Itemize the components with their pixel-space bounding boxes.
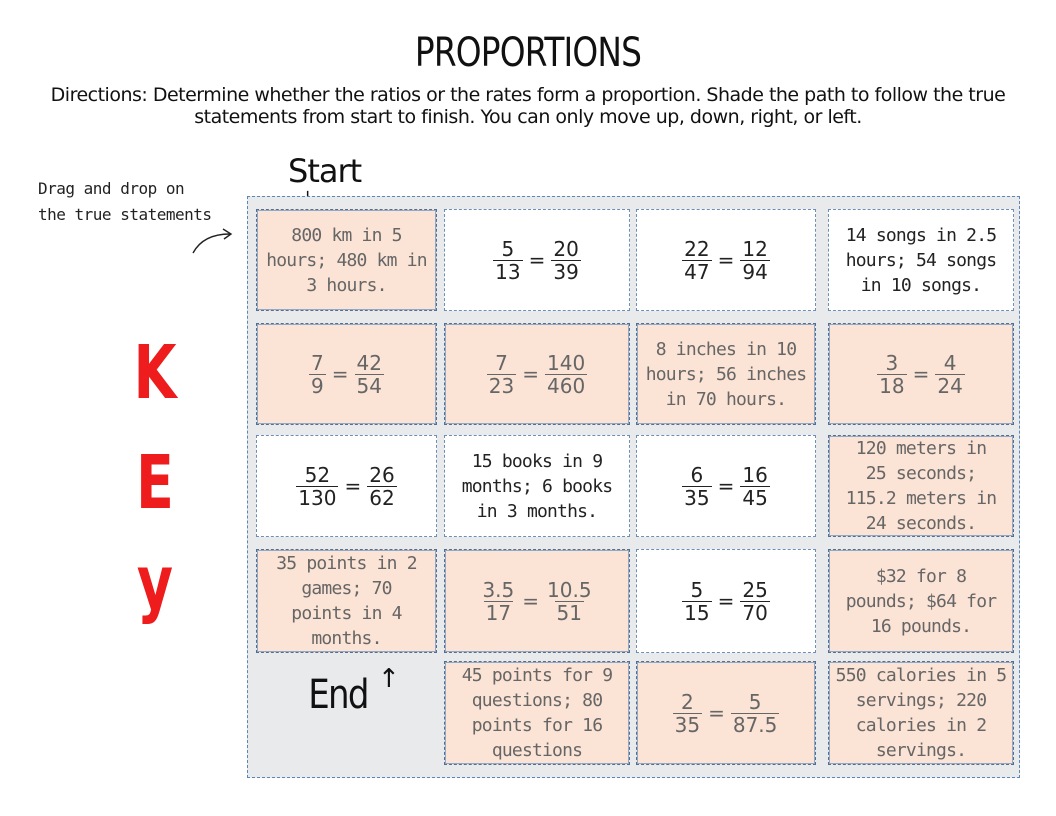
denominator: 24 bbox=[937, 373, 963, 398]
fraction bbox=[731, 691, 780, 736]
denominator: 47 bbox=[684, 259, 710, 284]
maze-cell[interactable] bbox=[256, 549, 437, 653]
fraction bbox=[682, 464, 711, 509]
cell-statement bbox=[846, 436, 997, 536]
statement-line: months; 6 books bbox=[461, 475, 613, 497]
fraction bbox=[673, 691, 702, 736]
numerator: 25 bbox=[742, 577, 768, 602]
curved-arrow-icon bbox=[190, 226, 236, 256]
cell-statement bbox=[646, 337, 807, 412]
numerator: 2 bbox=[680, 689, 694, 714]
fraction bbox=[740, 238, 769, 283]
statement-line: 14 songs in 2.5 bbox=[845, 224, 997, 246]
statement-line: in 10 songs. bbox=[860, 274, 982, 296]
statement-line: servings; 220 bbox=[855, 690, 987, 711]
cell-statement bbox=[462, 663, 613, 763]
denominator: 9 bbox=[311, 373, 324, 398]
numerator: 52 bbox=[304, 462, 331, 487]
equals-sign: = bbox=[717, 248, 735, 272]
maze-cell[interactable] bbox=[828, 209, 1014, 311]
numerator: 10.5 bbox=[547, 577, 592, 602]
equals-sign: = bbox=[912, 362, 930, 386]
directions-text: Directions: Determine whether the ratios or the rates form a proportion. Shade the path to follow the true statements from start to finish. You can only move up, down, right, or left. bbox=[50, 84, 1006, 128]
denominator: 39 bbox=[553, 259, 579, 284]
numerator: 16 bbox=[742, 462, 768, 487]
numerator: 12 bbox=[742, 236, 768, 261]
cell-statement bbox=[266, 223, 427, 298]
equals-sign: = bbox=[522, 362, 540, 386]
fraction bbox=[740, 464, 769, 509]
statement-line: 15 books in 9 bbox=[471, 450, 603, 472]
drag-note-line-1: Drag and drop on bbox=[38, 179, 185, 198]
statement-line: in 70 hours. bbox=[665, 388, 787, 410]
fraction bbox=[877, 352, 906, 397]
statement-line: servings. bbox=[875, 740, 967, 761]
numerator: 7 bbox=[311, 350, 324, 375]
fraction bbox=[493, 238, 522, 283]
fraction bbox=[296, 464, 338, 509]
statement-line: in 3 months. bbox=[476, 500, 598, 522]
fraction bbox=[487, 352, 516, 397]
proportion-equation bbox=[483, 352, 591, 397]
fraction bbox=[682, 579, 711, 624]
maze-cell[interactable] bbox=[636, 209, 816, 311]
statement-line: 24 seconds. bbox=[865, 513, 977, 534]
drag-drop-note bbox=[38, 176, 212, 228]
proportion-equation bbox=[678, 579, 774, 624]
statement-line: hours; 480 km in bbox=[266, 249, 427, 271]
denominator: 62 bbox=[369, 485, 395, 510]
fraction bbox=[545, 352, 587, 397]
maze-cell[interactable] bbox=[444, 209, 630, 311]
denominator: 35 bbox=[674, 712, 701, 737]
cell-statement bbox=[462, 449, 613, 524]
statement-line: 25 seconds; bbox=[865, 463, 977, 484]
maze-cell[interactable] bbox=[256, 435, 437, 537]
drag-note-line-2: the true statements bbox=[38, 205, 212, 224]
statement-line: 550 calories in 5 bbox=[835, 665, 1007, 686]
statement-line: hours; 54 songs bbox=[845, 249, 997, 271]
end-label: End bbox=[308, 672, 368, 718]
maze-cell[interactable] bbox=[828, 661, 1014, 765]
maze-cell[interactable] bbox=[444, 435, 630, 537]
statement-line: calories in 2 bbox=[855, 715, 987, 736]
statement-line: questions; 80 bbox=[471, 690, 603, 711]
key-letter-y: y bbox=[136, 540, 174, 626]
proportion-equation bbox=[476, 579, 597, 624]
equals-sign: = bbox=[528, 248, 546, 272]
denominator: 45 bbox=[742, 485, 768, 510]
start-label: Start bbox=[288, 152, 362, 190]
maze-cell[interactable] bbox=[256, 323, 437, 425]
numerator: 7 bbox=[495, 350, 508, 375]
denominator: 15 bbox=[684, 600, 710, 625]
statement-line: 3 hours. bbox=[306, 274, 387, 296]
maze-cell[interactable] bbox=[636, 435, 816, 537]
key-letter-e: E bbox=[136, 440, 174, 526]
statement-line: hours; 56 inches bbox=[645, 363, 807, 385]
statement-line: 800 km in 5 bbox=[291, 224, 402, 246]
denominator: 70 bbox=[742, 600, 768, 625]
maze-cell[interactable] bbox=[636, 661, 816, 765]
denominator: 23 bbox=[488, 373, 515, 398]
equals-sign: = bbox=[522, 589, 540, 613]
fraction bbox=[551, 238, 580, 283]
maze-cell[interactable] bbox=[828, 435, 1014, 537]
proportion-equation bbox=[678, 464, 774, 509]
denominator: 87.5 bbox=[732, 712, 778, 737]
key-letter-k: K bbox=[133, 330, 177, 416]
page-title: PROPORTIONS bbox=[414, 30, 642, 76]
numerator: 22 bbox=[684, 236, 710, 261]
statement-line: pounds; $64 for bbox=[845, 590, 997, 612]
maze-cell[interactable] bbox=[636, 323, 816, 425]
maze-cell[interactable] bbox=[444, 549, 630, 653]
numerator: 5 bbox=[501, 236, 515, 261]
denominator: 35 bbox=[684, 485, 710, 510]
denominator: 13 bbox=[495, 259, 521, 284]
denominator: 94 bbox=[742, 259, 768, 284]
proportion-equation bbox=[678, 238, 774, 283]
statement-line: 16 pounds. bbox=[870, 615, 972, 637]
proportion-equation bbox=[292, 464, 400, 509]
statement-line: points in 4 bbox=[291, 603, 402, 624]
statement-line: games; 70 bbox=[301, 578, 392, 599]
fraction bbox=[367, 464, 396, 509]
fraction bbox=[740, 579, 769, 624]
numerator: 20 bbox=[553, 236, 579, 261]
numerator: 4 bbox=[943, 350, 957, 375]
cell-statement bbox=[846, 223, 997, 298]
equals-sign: = bbox=[331, 362, 349, 386]
cell-statement bbox=[276, 551, 417, 651]
denominator: 460 bbox=[547, 373, 586, 398]
cell-statement bbox=[836, 663, 1007, 763]
proportion-equation bbox=[305, 352, 388, 397]
fraction bbox=[682, 238, 711, 283]
maze-cell[interactable] bbox=[828, 549, 1014, 653]
statement-line: 115.2 meters in bbox=[845, 488, 997, 509]
denominator: 18 bbox=[879, 373, 905, 398]
numerator: 26 bbox=[369, 462, 395, 487]
proportion-equation bbox=[489, 238, 585, 283]
fraction bbox=[355, 352, 384, 397]
maze-cell[interactable] bbox=[636, 549, 816, 653]
denominator: 17 bbox=[485, 600, 512, 625]
equals-sign: = bbox=[708, 701, 725, 725]
numerator: 5 bbox=[748, 689, 762, 714]
fraction bbox=[480, 579, 516, 624]
statement-line: 35 points in 2 bbox=[276, 553, 417, 574]
proportion-equation bbox=[669, 691, 784, 736]
denominator: 51 bbox=[556, 600, 582, 625]
end-arrow-icon: ↑ bbox=[378, 664, 400, 694]
cell-statement bbox=[846, 564, 997, 639]
fraction bbox=[935, 352, 964, 397]
fraction bbox=[545, 579, 594, 624]
statement-line: months. bbox=[311, 628, 382, 649]
equals-sign: = bbox=[717, 474, 735, 498]
statement-line: points for 16 bbox=[471, 715, 603, 736]
statement-line: $32 for 8 bbox=[875, 565, 967, 587]
numerator: 140 bbox=[547, 350, 586, 375]
numerator: 42 bbox=[356, 350, 382, 375]
denominator: 130 bbox=[298, 485, 337, 510]
statement-line: 45 points for 9 bbox=[461, 665, 613, 686]
equals-sign: = bbox=[717, 589, 735, 613]
statement-line: 8 inches in 10 bbox=[655, 338, 797, 360]
numerator: 6 bbox=[690, 462, 704, 487]
proportion-equation bbox=[873, 352, 969, 397]
denominator: 54 bbox=[356, 373, 382, 398]
equals-sign: = bbox=[344, 474, 362, 498]
maze-cell[interactable] bbox=[256, 209, 437, 311]
maze-cell[interactable] bbox=[444, 323, 630, 425]
statement-line: questions bbox=[491, 740, 583, 761]
maze-cell[interactable] bbox=[828, 323, 1014, 425]
statement-line: 120 meters in bbox=[855, 438, 987, 459]
maze-cell[interactable] bbox=[444, 661, 630, 765]
numerator: 5 bbox=[690, 577, 704, 602]
fraction bbox=[309, 352, 326, 397]
numerator: 3 bbox=[885, 350, 899, 375]
numerator: 3.5 bbox=[482, 577, 515, 602]
